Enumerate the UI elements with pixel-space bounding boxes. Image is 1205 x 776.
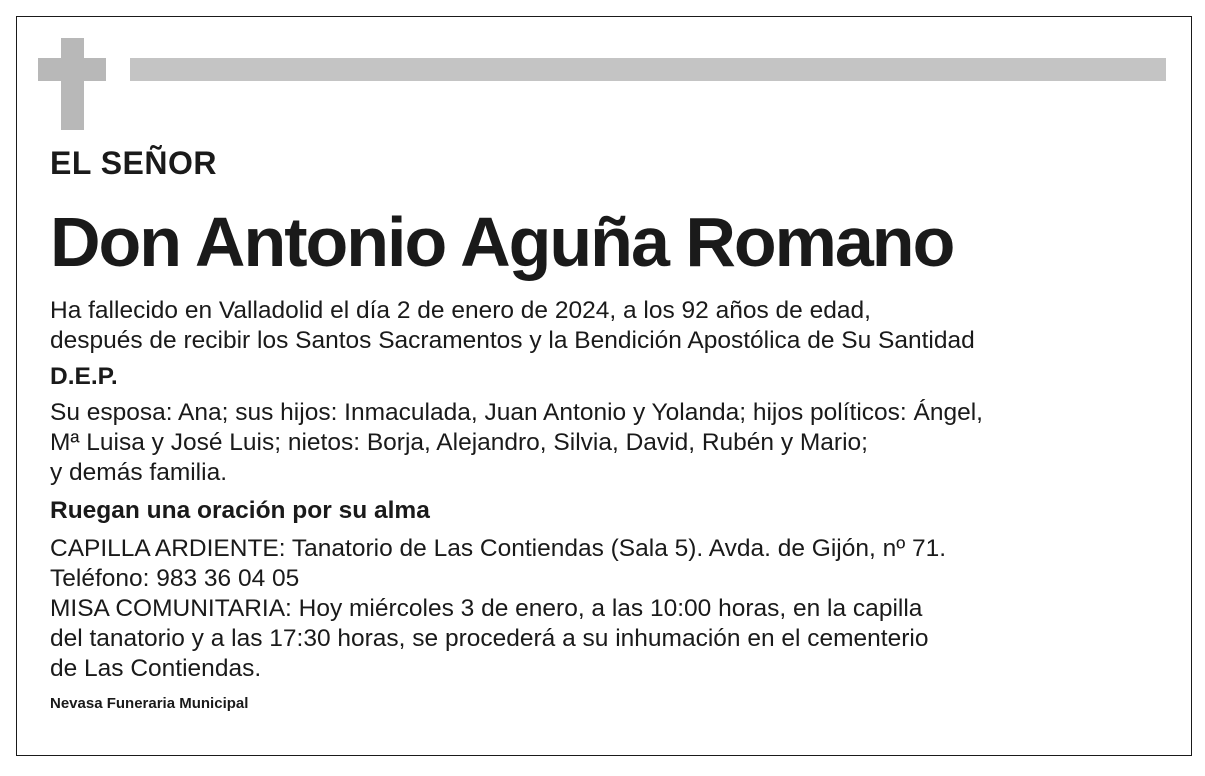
death-notice bbox=[50, 296, 1170, 356]
header-rule bbox=[130, 58, 1166, 81]
latin-cross-icon bbox=[38, 38, 106, 130]
family-line: Su esposa: Ana; sus hijos: Inmaculada, Juan Antonio y Yolanda; hijos políticos: Ángel, bbox=[50, 399, 983, 426]
service-details bbox=[50, 534, 1170, 684]
deceased-name: Don Antonio Aguña Romano bbox=[50, 203, 954, 281]
death-line: Ha fallecido en Valladolid el día 2 de enero de 2024, a los 92 años de edad, bbox=[50, 297, 871, 324]
service-line: CAPILLA ARDIENTE: Tanatorio de Las Contiendas (Sala 5). Avda. de Gijón, nº 71. bbox=[50, 535, 947, 562]
service-line: Teléfono: 983 36 04 05 bbox=[50, 565, 300, 592]
death-line: después de recibir los Santos Sacramentos y la Bendición Apostólica de Su Santidad bbox=[50, 327, 975, 354]
rip-label: D.E.P. bbox=[50, 363, 118, 390]
obituary-content bbox=[50, 140, 1170, 729]
cross-horizontal-bar bbox=[38, 58, 106, 81]
family-list bbox=[50, 398, 1170, 488]
cross-vertical-bar bbox=[61, 38, 84, 130]
honorific-prefix: EL SEÑOR bbox=[50, 145, 217, 181]
family-line: Mª Luisa y José Luis; nietos: Borja, Alejandro, Silvia, David, Rubén y Mario; bbox=[50, 429, 868, 456]
service-line: de Las Contiendas. bbox=[50, 655, 262, 682]
service-line: del tanatorio y a las 17:30 horas, se procederá a su inhumación en el cementerio bbox=[50, 625, 929, 652]
service-line: MISA COMUNITARIA: Hoy miércoles 3 de enero, a las 10:00 horas, en la capilla bbox=[50, 595, 923, 622]
funeral-home: Nevasa Funeraria Municipal bbox=[50, 695, 249, 712]
family-line: y demás familia. bbox=[50, 459, 228, 486]
prayer-request: Ruegan una oración por su alma bbox=[50, 497, 430, 524]
